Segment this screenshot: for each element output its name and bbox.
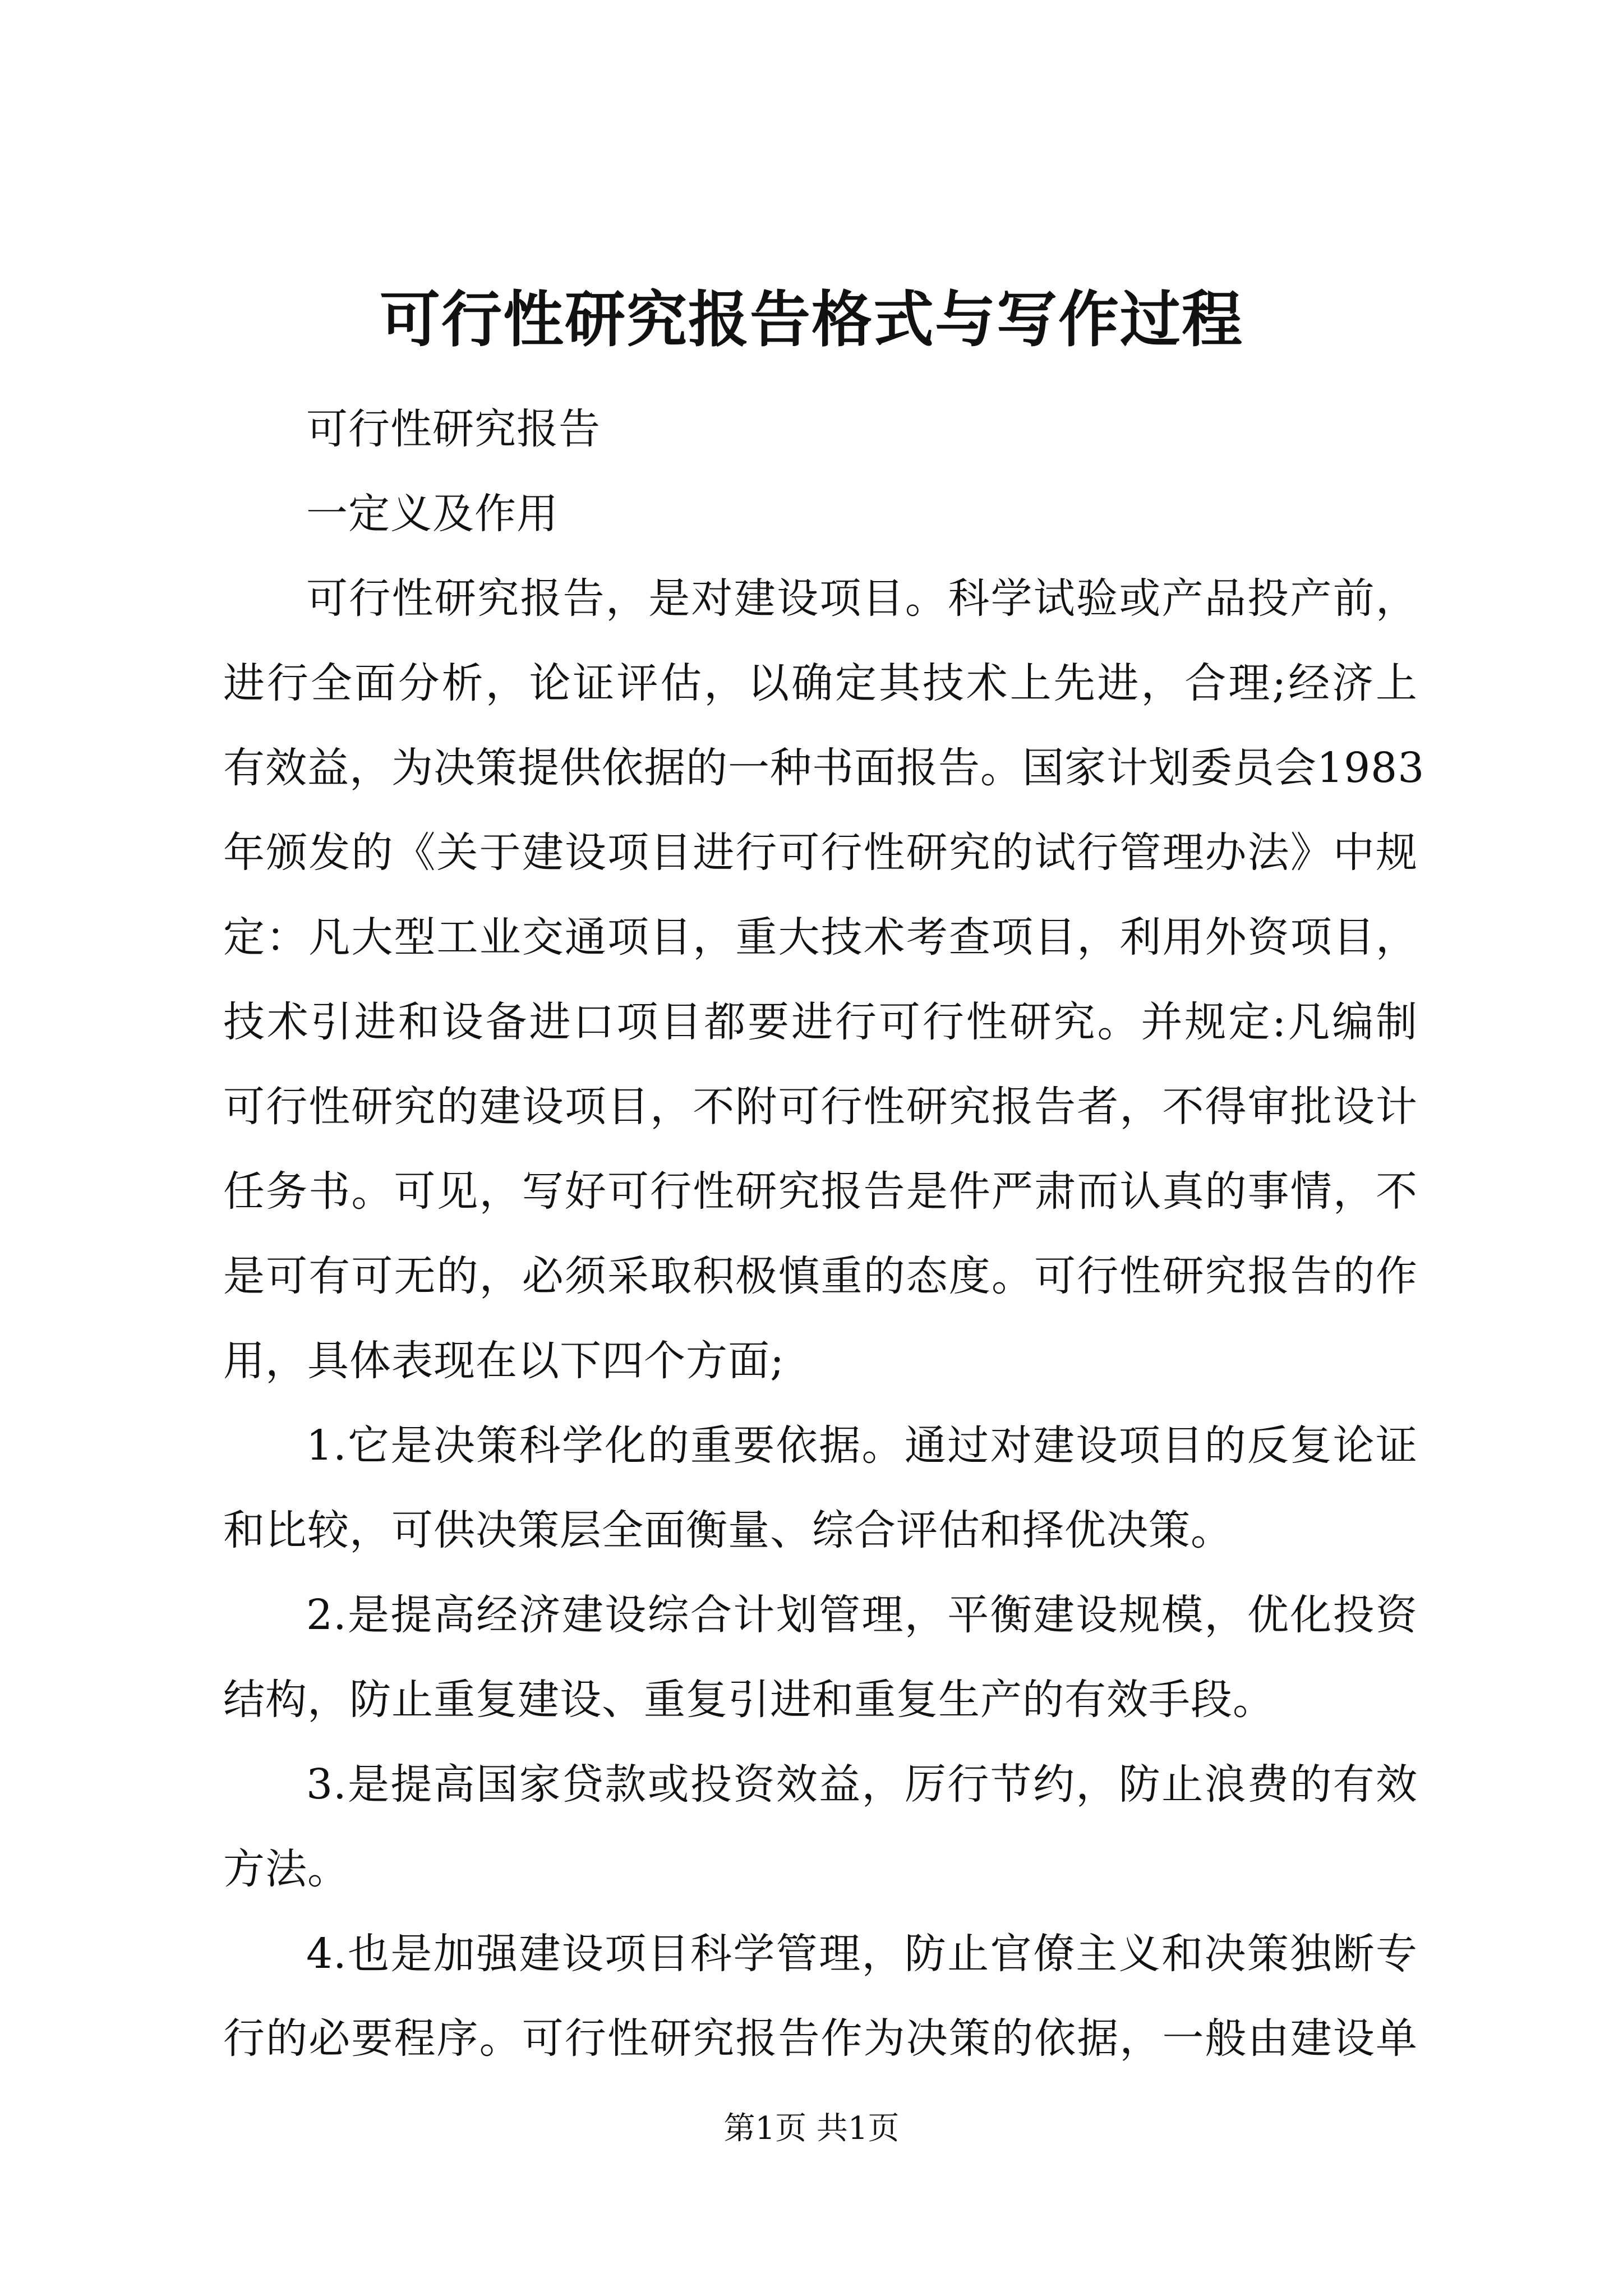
body-line: 可行性研究报告 (306, 405, 601, 453)
body-line: 可行性研究报告，是对建设项目。科学试验或产品投产前， (306, 574, 1418, 623)
body-line: 一定义及作用 (306, 490, 559, 538)
body-line: 定：凡大型工业交通项目，重大技术考查项目，利用外资项目， (223, 913, 1418, 961)
body-line: 用，具体表现在以下四个方面; (223, 1337, 785, 1385)
body-line: 4.也是加强建设项目科学管理，防止官僚主义和决策独断专 (306, 1930, 1418, 1978)
body-line: 年颁发的《关于建设项目进行可行性研究的试行管理办法》中规 (223, 829, 1418, 877)
page-footer: 第1页 共1页 (723, 2110, 900, 2147)
body-line: 行的必要程序。可行性研究报告作为决策的依据，一般由建设单 (223, 2014, 1418, 2063)
body-line: 进行全面分析，论证评估，以确定其技术上先进，合理;经济上 (223, 659, 1418, 707)
body-line: 方法。 (223, 1845, 349, 1893)
body-line: 和比较，可供决策层全面衡量、综合评估和择优决策。 (223, 1506, 1233, 1554)
body-line: 2.是提高经济建设综合计划管理，平衡建设规模，优化投资 (306, 1591, 1418, 1639)
body-line: 1.它是决策科学化的重要依据。通过对建设项目的反复论证 (306, 1421, 1418, 1470)
body-line: 任务书。可见，写好可行性研究报告是件严肃而认真的事情，不 (223, 1167, 1418, 1216)
body-line: 结构，防止重复建设、重复引进和重复生产的有效手段。 (223, 1676, 1275, 1724)
body-line: 可行性研究的建设项目，不附可行性研究报告者，不得审批设计 (223, 1083, 1418, 1131)
body-line: 3.是提高国家贷款或投资效益，厉行节约，防止浪费的有效 (306, 1760, 1418, 1809)
document-title: 可行性研究报告格式与写作过程 (379, 284, 1243, 355)
body-line: 技术引进和设备进口项目都要进行可行性研究。并规定:凡编制 (223, 998, 1418, 1046)
body-line: 有效益，为决策提供依据的一种书面报告。国家计划委员会1983 (223, 744, 1425, 792)
document-body (223, 387, 1425, 2081)
body-line: 是可有可无的，必须采取积极慎重的态度。可行性研究报告的作 (223, 1252, 1418, 1300)
